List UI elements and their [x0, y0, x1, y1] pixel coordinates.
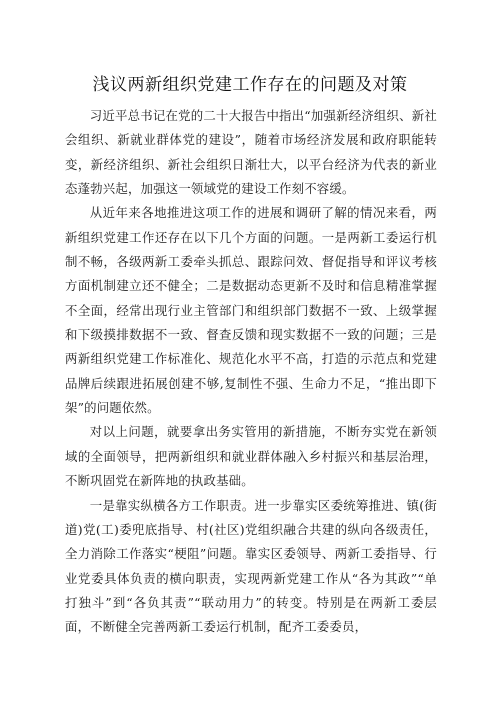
paragraph-response: 对以上问题，就要拿出务实管用的新措施，不断夯实党在新领域的全面领导，把两新组织和就业群体融入乡村振兴和基层治理，不断巩固党在新阵地的执政基础。: [65, 424, 437, 489]
document-title: 浅议两新组织党建工作存在的问题及对策: [92, 75, 408, 95]
paragraph-measure-one: 一是靠实纵横各方工作职责。进一步靠实区委统筹推进、镇(街道)党(工)委兜底指导、村(社区)党组织融合共建的纵向各级责任，全力消除工作落实“梗阻”问题。靠实区委领导、两新工委指导、行业党委具体负责的横向职责，实现两新党建工作从“各为其政”“单打独斗”到“各负其责”“联动用力”的转变。特别是在两新工委层面，不断健全完善两新工委运行机制，配齐工委委员，: [65, 497, 437, 635]
paragraph-problems: 从近年来各地推进这项工作的进展和调研了解的情况来看，两新组织党建工作还存在以下几个方面的问题。一是两新工委运行机制不畅，各级两新工委牵头抓总、跟踪问效、督促指导和评议考核方面机制建立还不健全；二是数据动态更新不及时和信息精准掌握不全面，经常出现行业主管部门和组织部门数据不一致、上级掌握和下级摸排数据不一致、督查反馈和现实数据不一致的问题；三是两新组织党建工作标准化、规范化水平不高，打造的示范点和党建品牌后续跟进拓展创建不够,复制性不强、生命力不足，“推出即下架”的问题依然。: [65, 205, 437, 416]
paragraph-intro: 习近平总书记在党的二十大报告中指出“加强新经济组织、新社会组织、新就业群体党的建设”，随着市场经济发展和政府职能转变，新经济组织、新社会组织日渐壮大，以平台经济为代表的新业态蓬勃兴起，加强这一领域党的建设工作刻不容缓。: [65, 108, 437, 197]
document-body: [65, 104, 437, 640]
